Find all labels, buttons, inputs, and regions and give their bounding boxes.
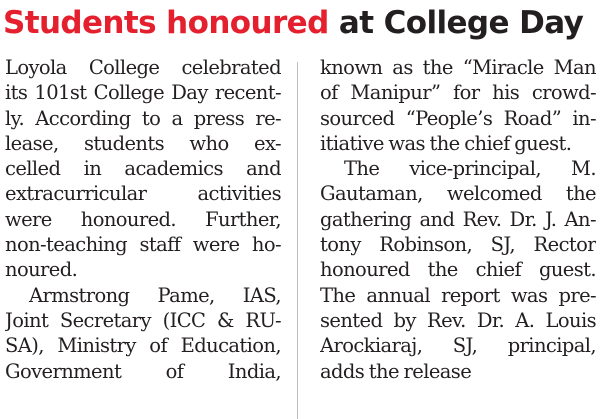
body-line: ly. According to a press re-	[5, 106, 281, 130]
body-line: The annual report was pre-	[320, 283, 596, 307]
body-line: tony Robinson, SJ, Rector	[320, 233, 596, 257]
body-line: SA), Ministry of Education,	[5, 334, 281, 358]
body-line: lease, students who ex-	[5, 131, 281, 155]
article-column-right	[320, 55, 596, 419]
body-line: of Manipur” for his crowd-	[320, 81, 596, 105]
body-line: sourced “People’s Road” in-	[320, 106, 596, 130]
body-line: non-teaching staff were ho-	[5, 233, 281, 257]
article-column-left	[5, 55, 281, 419]
body-line: sented by Rev. Dr. A. Louis	[320, 308, 596, 332]
body-line: Arockiaraj, SJ, principal,	[320, 334, 596, 358]
body-line: known as the “Miracle Man	[320, 56, 596, 79]
body-line: were honoured. Further,	[5, 207, 281, 231]
body-line: celled in academics and	[5, 157, 281, 181]
body-line: itiative was the chief guest.	[320, 131, 572, 155]
body-line: Joint Secretary (ICC & RU-	[5, 308, 281, 332]
body-line: Gautaman, welcomed the	[320, 182, 596, 206]
body-line: Loyola College celebrated	[5, 56, 281, 79]
article-headline	[3, 0, 601, 50]
body-line: Government of India,	[5, 359, 281, 383]
headline-highlight: Students honoured	[3, 5, 329, 41]
body-line: its 101st College Day recent-	[5, 81, 281, 105]
body-line: The vice-principal, M.	[344, 157, 596, 181]
body-line: noured.	[5, 258, 78, 282]
body-line: adds the release	[320, 359, 472, 383]
body-line: Armstrong Pame, IAS,	[29, 283, 281, 307]
column-divider	[297, 62, 298, 419]
headline-rest: at College Day	[338, 5, 584, 41]
body-line: gathering and Rev. Dr. J. An-	[320, 207, 596, 231]
body-line: extracurricular activities	[5, 182, 281, 206]
body-line: honoured the chief guest.	[320, 258, 596, 282]
